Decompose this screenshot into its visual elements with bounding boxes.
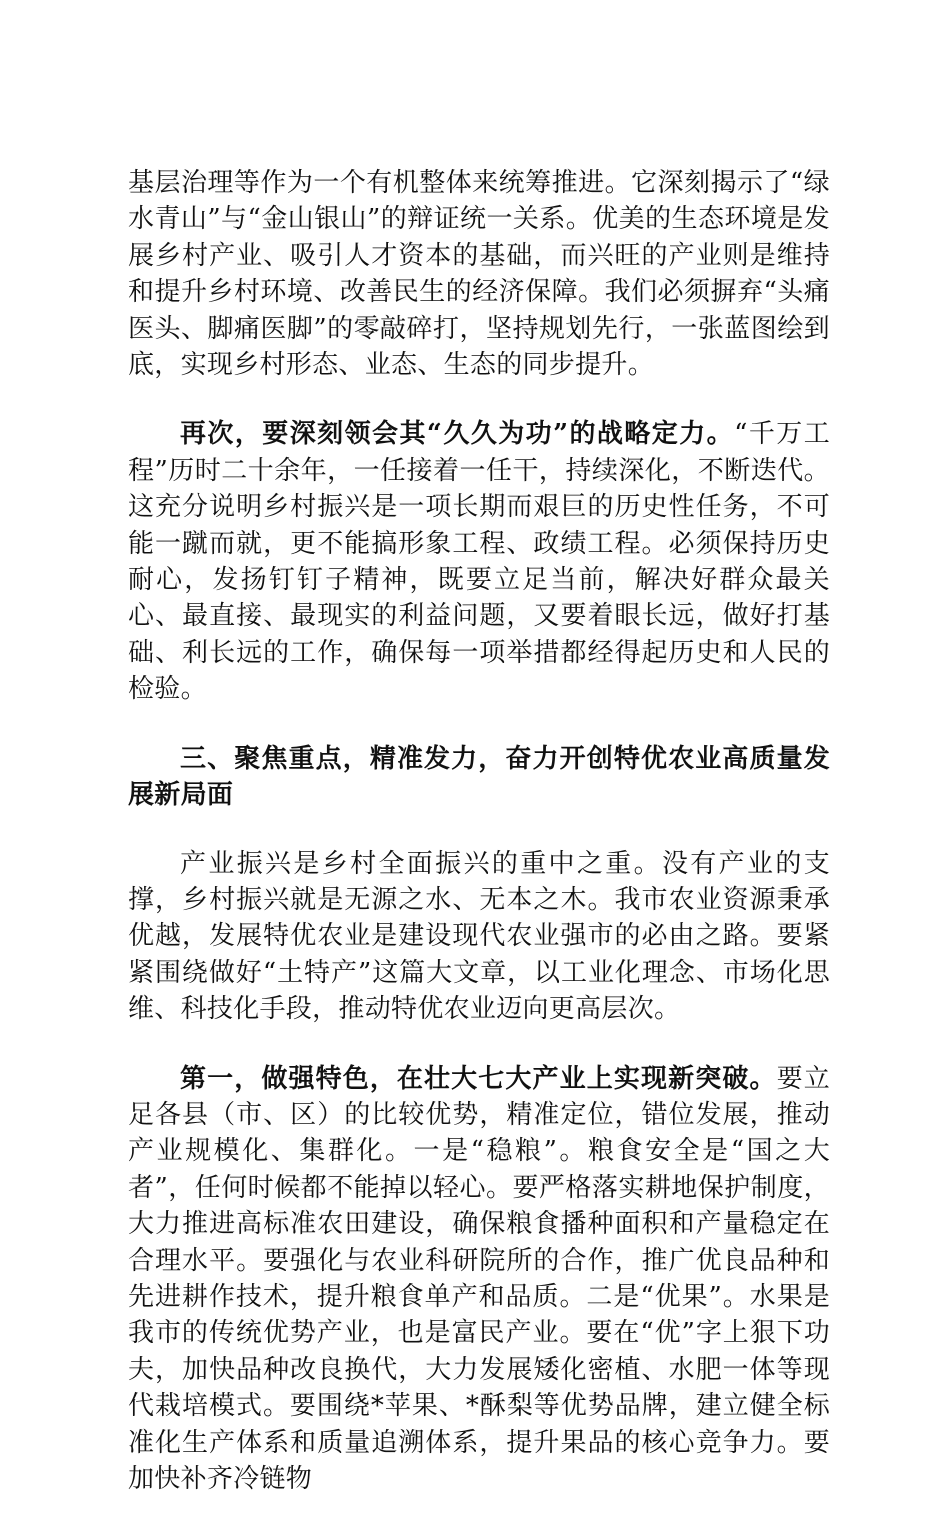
- paragraph-text: 产业振兴是乡村全面振兴的重中之重。没有产业的支撑，乡村振兴就是无源之水、无本之木。我市农业资源秉承优越，发展特优农业是建设现代农业强市的必由之路。要紧紧围绕做好“土特产”这篇大文章，以工业化理念、市场化思维、科技化手段，推动特优农业迈向更高层次。: [128, 848, 830, 1025]
- paragraph-text: 要立足各县（市、区）的比较优势，精准定位，错位发展，推动产业规模化、集群化。一是“稳粮”。粮食安全是“国之大者”，任何时候都不能掉以轻心。要严格落实耕地保护制度，大力推进高标准农田建设，确保粮食播种面积和产量稳定在合理水平。要强化与农业科研院所的合作，推广优良品种和先进耕作技术，提升粮食单产和品质。二是“优果”。水果是我市的传统优势产业，也是富民产业。要在“优”字上狠下功夫，加快品种改良换代，大力发展矮化密植、水肥一体等现代栽培模式。要围绕*苹果、*酥梨等优势品牌，建立健全标准化生产体系和质量追溯体系，提升果品的核心竞争力。要加快补齐冷链物: [128, 1063, 830, 1494]
- paragraph-ecology: [128, 165, 830, 383]
- paragraph-text: 基层治理等作为一个有机整体来统筹推进。它深刻揭示了“绿水青山”与“金山银山”的辩证统一关系。优美的生态环境是发展乡村产业、吸引人才资本的基础，而兴旺的产业则是维持和提升乡村环境、改善民生的经济保障。我们必须摒弃“头痛医头、脚痛医脚”的零敲碎打，坚持规划先行，一张蓝图绘到底，实现乡村形态、业态、生态的同步提升。: [128, 168, 830, 381]
- section-heading-3: 三、聚焦重点，精准发力，奋力开创特优农业高质量发展新局面: [128, 743, 830, 811]
- document-body: [128, 165, 830, 1530]
- paragraph-text: “千万工程”历时二十余年，一任接着一任干，持续深化，不断迭代。这充分说明乡村振兴是一项长期而艰巨的历史性任务，不可能一蹴而就，更不能搞形象工程、政绩工程。必须保持历史耐心，发扬钉钉子精神，既要立足当前，解决好群众最关心、最直接、最现实的利益问题，又要着眼长远，做好打基础、利长远的工作，确保每一项举措都经得起历史和人民的检验。: [128, 419, 830, 705]
- paragraph-industry-revitalization: [128, 846, 830, 1028]
- paragraph-strategic-patience: [128, 416, 830, 707]
- paragraph-strengthen-features: [128, 1061, 830, 1498]
- paragraph-lead: 再次，要深刻领会其“久久为功”的战略定力。: [180, 419, 735, 450]
- paragraph-lead: 第一，做强特色，在壮大七大产业上实现新突破。: [180, 1063, 777, 1094]
